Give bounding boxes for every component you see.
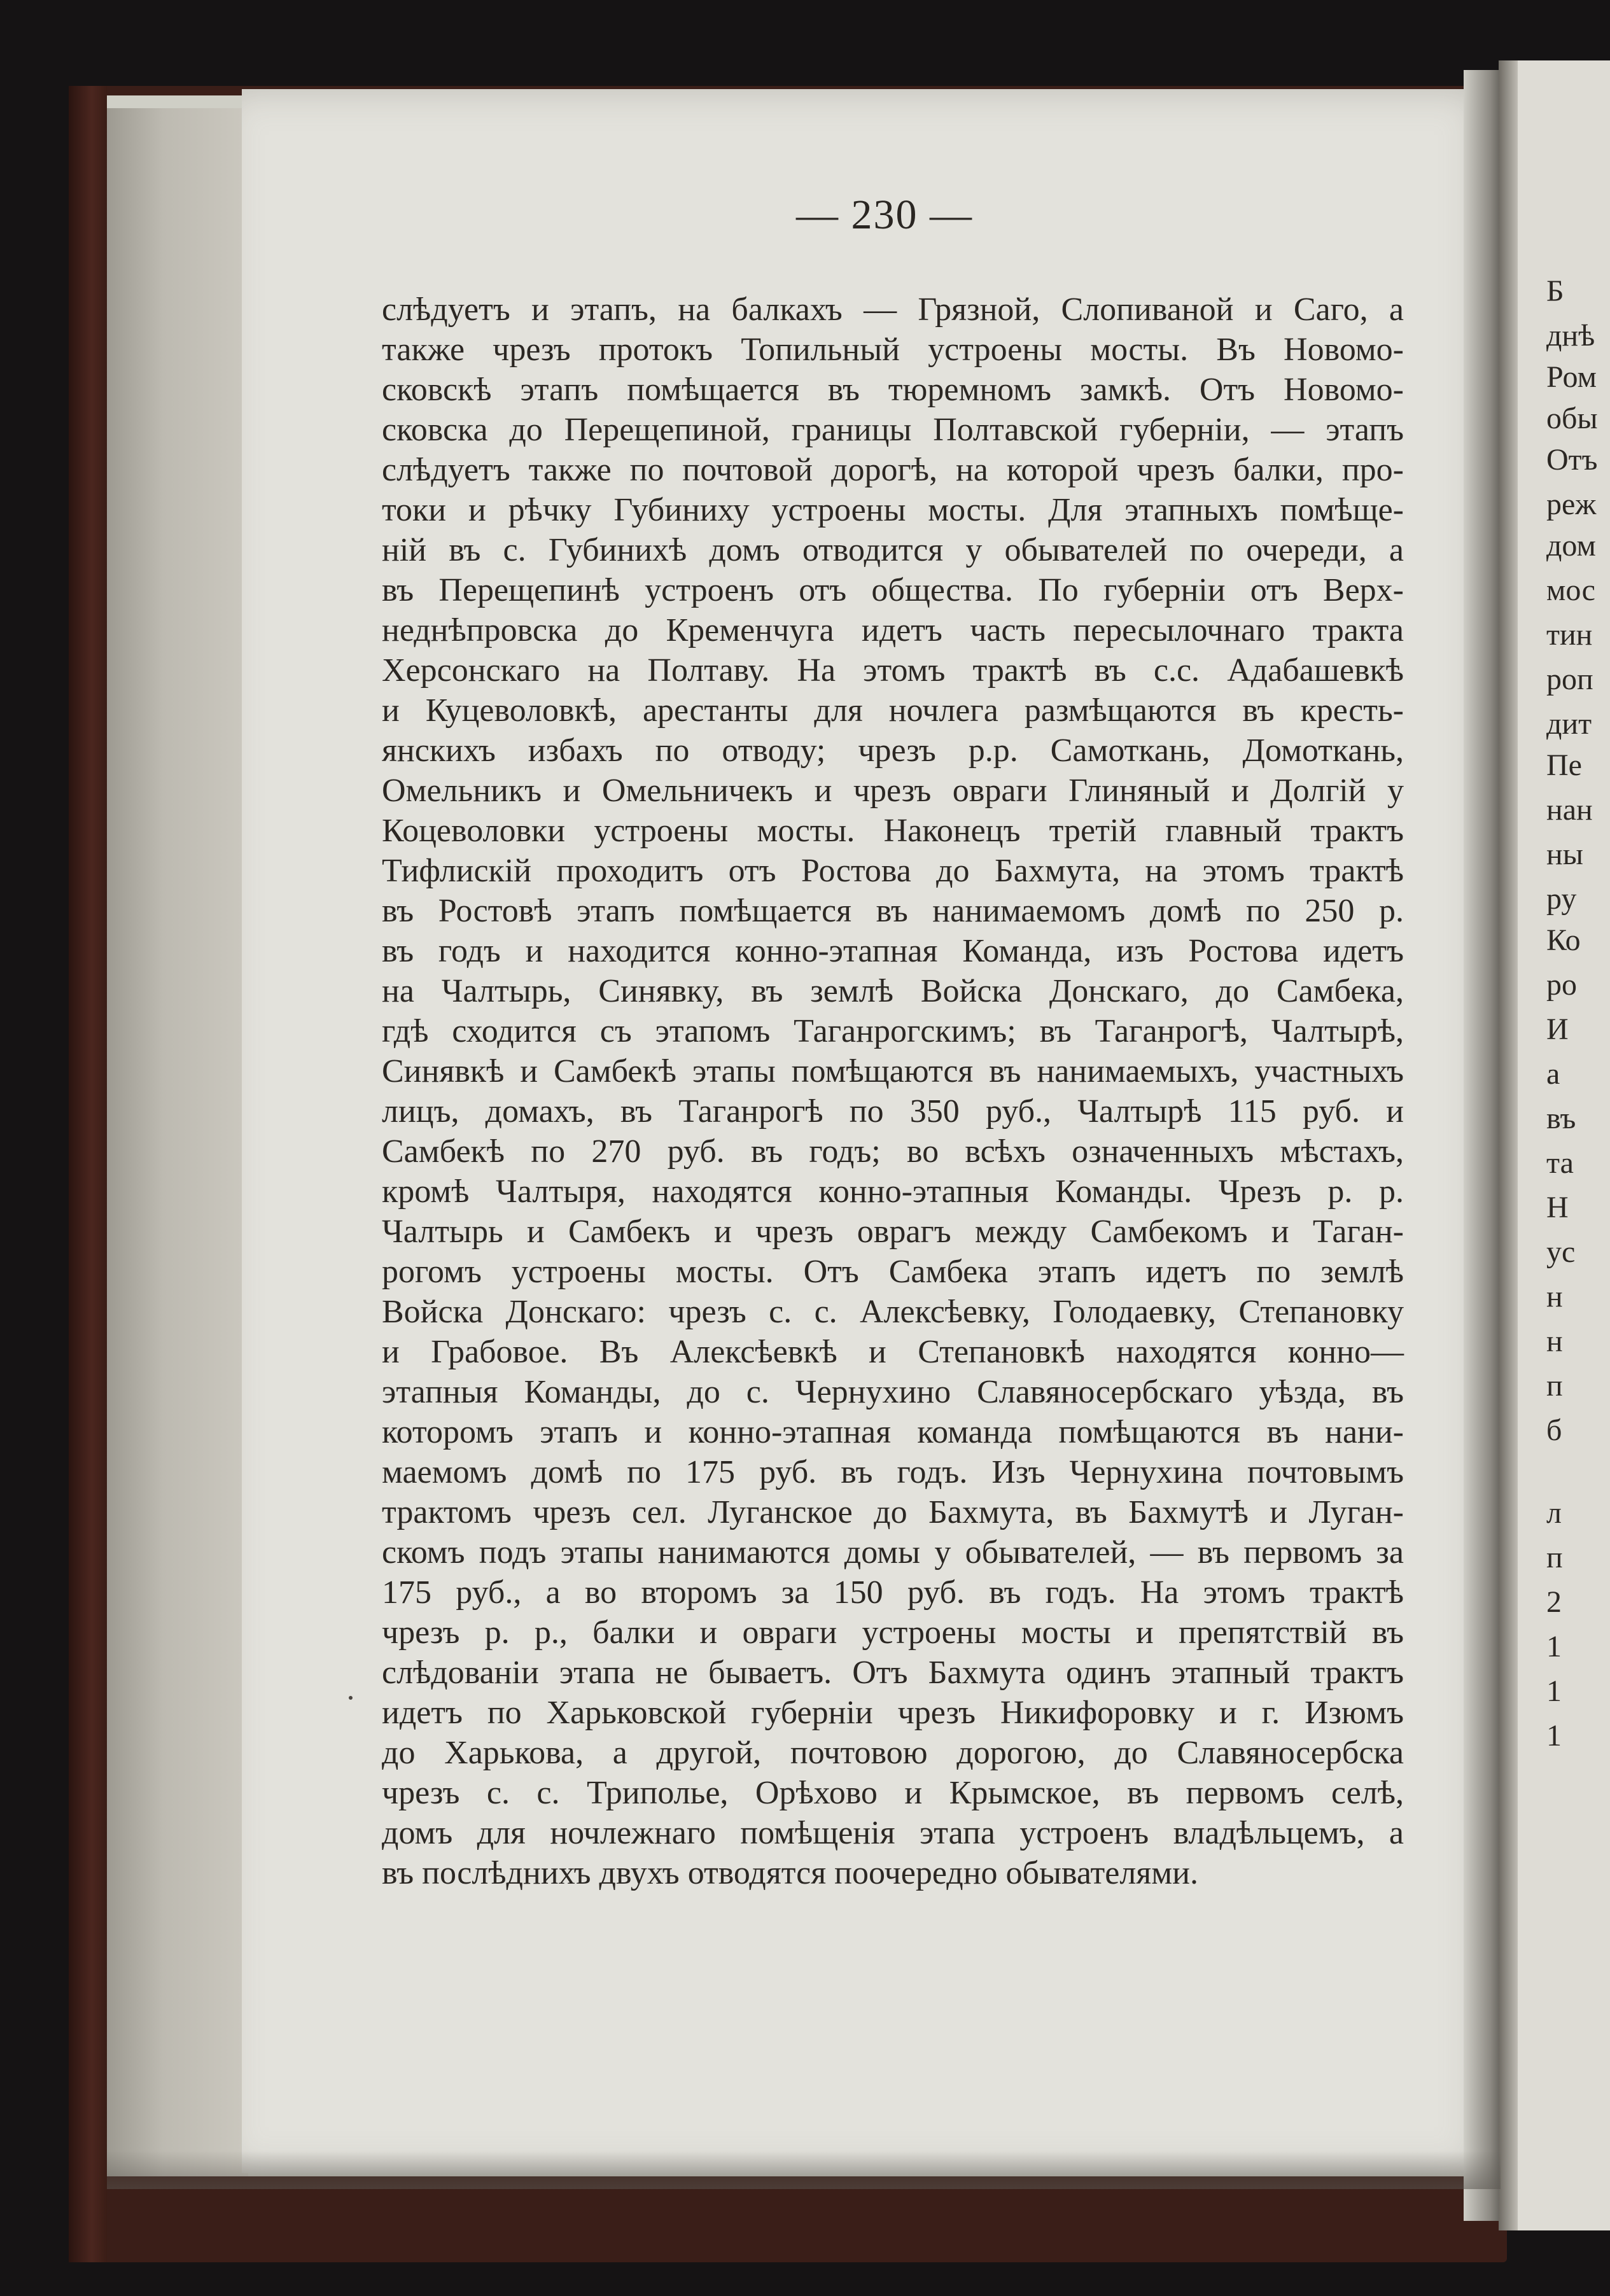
facing-page-fragment: нан [1546, 793, 1593, 827]
text-line: Херсонскаго на Полтаву. На этомъ трактѣ въ с.с. Адабашевкѣ [382, 652, 1404, 689]
cover-edge [69, 86, 107, 2262]
text-line: Коцеволовки устроены мосты. Наконецъ третій главный трактъ [382, 813, 1404, 849]
facing-page-fragment: роп [1546, 662, 1593, 696]
facing-page-fragment: тин [1546, 618, 1593, 652]
text-line: на Чалтырь, Синявку, въ землѣ Войска Донскаго, до Самбека, [382, 973, 1404, 1009]
text-line: въ Перещепинѣ устроенъ отъ общества. По губерніи отъ Верх- [382, 572, 1404, 608]
facing-page-fragment: б [1546, 1413, 1562, 1447]
facing-page-fragment: Ко [1546, 923, 1581, 957]
text-line: скомъ подъ этапы нанимаются домы у обывателей, — въ первомъ за [382, 1534, 1404, 1571]
facing-page-fragment: Ром [1546, 360, 1597, 394]
facing-page-fragment: дом [1546, 529, 1596, 563]
facing-page-fragment: мос [1546, 573, 1595, 607]
facing-page-fragment: Н [1546, 1191, 1569, 1224]
text-line: чрезъ с. с. Триполье, Орѣхово и Крымское, въ первомъ селѣ, [382, 1775, 1404, 1811]
facing-page-fragment: Пе [1546, 748, 1582, 782]
facing-page-fragment: н [1546, 1324, 1563, 1358]
page-number-header: — 230 — [796, 192, 973, 238]
facing-page-fragment: дит [1546, 707, 1592, 741]
text-line: и Куцеволовкѣ, арестанты для ночлега размѣщаются въ кресть- [382, 692, 1404, 729]
facing-page-fragment: 1 [1546, 1630, 1562, 1663]
text-line: янскихъ избахъ по отводу; чрезъ р.р. Самоткань, Домоткань, [382, 732, 1404, 769]
facing-page-edge [1499, 60, 1518, 2230]
text-line: Тифлискій проходитъ отъ Ростова до Бахмута, на этомъ трактѣ [382, 853, 1404, 889]
facing-page-fragment: ны [1546, 837, 1583, 871]
page-edges [107, 108, 248, 2176]
text-line: до Харькова, а другой, почтовою дорогою, до Славяносербска [382, 1735, 1404, 1771]
text-line: рогомъ устроены мосты. Отъ Самбека этапъ идетъ по землѣ [382, 1254, 1404, 1290]
facing-page-fragment: ус [1546, 1235, 1576, 1269]
facing-page-fragment: И [1546, 1012, 1569, 1046]
text-line: этапныя Команды, до с. Чернухино Славяносербскаго уѣзда, въ [382, 1374, 1404, 1410]
facing-page-fragment: Б [1546, 274, 1564, 308]
text-line: трактомъ чрезъ сел. Луганское до Бахмута, въ Бахмутѣ и Луган- [382, 1494, 1404, 1530]
facing-page-fragment: а [1546, 1057, 1560, 1091]
text-line: ній въ с. Губинихѣ домъ отводится у обывателей по очереди, а [382, 532, 1404, 568]
facing-page-fragment: днѣ [1546, 319, 1595, 353]
facing-page-fragment: 1 [1546, 1674, 1562, 1708]
text-line: чрезъ р. р., балки и овраги устроены мосты и препятствій въ [382, 1614, 1404, 1651]
text-line: сковскѣ этапъ помѣщается въ тюремномъ замкѣ. Отъ Новомо- [382, 372, 1404, 408]
text-line: неднѣпровска до Кременчуга идетъ часть пересылочнаго тракта [382, 612, 1404, 648]
text-line: слѣдуетъ и этапъ, на балкахъ — Грязной, Слопиваной и Саго, а [382, 291, 1404, 328]
facing-page-fragment: въ [1546, 1102, 1576, 1135]
text-line: идетъ по Харьковской губерніи чрезъ Никифоровку и г. Изюмъ [382, 1695, 1404, 1731]
facing-page-fragment: п [1546, 1541, 1563, 1574]
text-line: Самбекѣ по 270 руб. въ годъ; во всѣхъ означенныхъ мѣстахъ, [382, 1133, 1404, 1170]
text-line: въ годъ и находится конно-этапная Команда, изъ Ростова идетъ [382, 933, 1404, 969]
text-line: и Грабовое. Въ Алексѣевкѣ и Степановкѣ находятся конно— [382, 1334, 1404, 1370]
text-line: Войска Донскаго: чрезъ с. с. Алексѣевку, Голодаевку, Степановку [382, 1294, 1404, 1330]
text-line: кромѣ Чалтыря, находятся конно-этапныя Команды. Чрезъ р. р. [382, 1173, 1404, 1210]
text-line: которомъ этапъ и конно-этапная команда помѣщаются въ нани- [382, 1414, 1404, 1450]
facing-page-fragment: Отъ [1546, 443, 1598, 477]
text-line: лицъ, домахъ, въ Таганрогѣ по 350 руб., Чалтырѣ 115 руб. и [382, 1093, 1404, 1130]
text-line: гдѣ сходится съ этапомъ Таганрогскимъ; въ Таганрогѣ, Чалтырѣ, [382, 1013, 1404, 1049]
text-line: Чалтырь и Самбекъ и чрезъ оврагъ между Самбекомъ и Таган- [382, 1214, 1404, 1250]
text-line: также чрезъ протокъ Топильный устроены мосты. Въ Новомо- [382, 332, 1404, 368]
text-line: слѣдуетъ также по почтовой дорогѣ, на которой чрезъ балки, про- [382, 452, 1404, 488]
facing-page-fragment: н [1546, 1280, 1563, 1313]
text-line: въ Ростовѣ этапъ помѣщается въ нанимаемомъ домѣ по 250 р. [382, 893, 1404, 929]
facing-page-fragment: л [1546, 1496, 1562, 1530]
page-bottom-shadow [107, 2151, 1501, 2189]
text-line: Омельникъ и Омельничекъ и чрезъ овраги Глиняный и Долгій у [382, 773, 1404, 809]
text-line: сковска до Перещепиной, границы Полтавской губерніи, — этапъ [382, 412, 1404, 448]
text-line: въ послѣднихъ двухъ отводятся поочередно обывателями. [382, 1855, 1198, 1891]
facing-page-fragment: ру [1546, 882, 1577, 916]
facing-page-fragment: обы [1546, 402, 1598, 435]
facing-page-fragment: 1 [1546, 1719, 1562, 1753]
text-line: слѣдованіи этапа не бываетъ. Отъ Бахмута одинъ этапный трактъ [382, 1655, 1404, 1691]
facing-page-fragment: та [1546, 1146, 1574, 1180]
facing-page-fragment: 2 [1546, 1585, 1562, 1619]
ink-speck [349, 1696, 353, 1700]
text-line: маемомъ домѣ по 175 руб. въ годъ. Изъ Чернухина почтовымъ [382, 1454, 1404, 1490]
text-line: токи и рѣчку Губиниху устроены мосты. Для этапныхъ помѣще- [382, 492, 1404, 528]
facing-page-fragment: реж [1546, 487, 1597, 521]
text-line: Синявкѣ и Самбекѣ этапы помѣщаются въ нанимаемыхъ, участныхъ [382, 1053, 1404, 1089]
text-line: 175 руб., а во второмъ за 150 руб. въ годъ. На этомъ трактѣ [382, 1574, 1404, 1611]
facing-page-fragment: п [1546, 1369, 1563, 1403]
facing-page-fragment: ро [1546, 968, 1577, 1002]
body-text [382, 290, 1404, 1893]
text-line: домъ для ночлежнаго помѣщенія этапа устроенъ владѣльцемъ, а [382, 1815, 1404, 1851]
